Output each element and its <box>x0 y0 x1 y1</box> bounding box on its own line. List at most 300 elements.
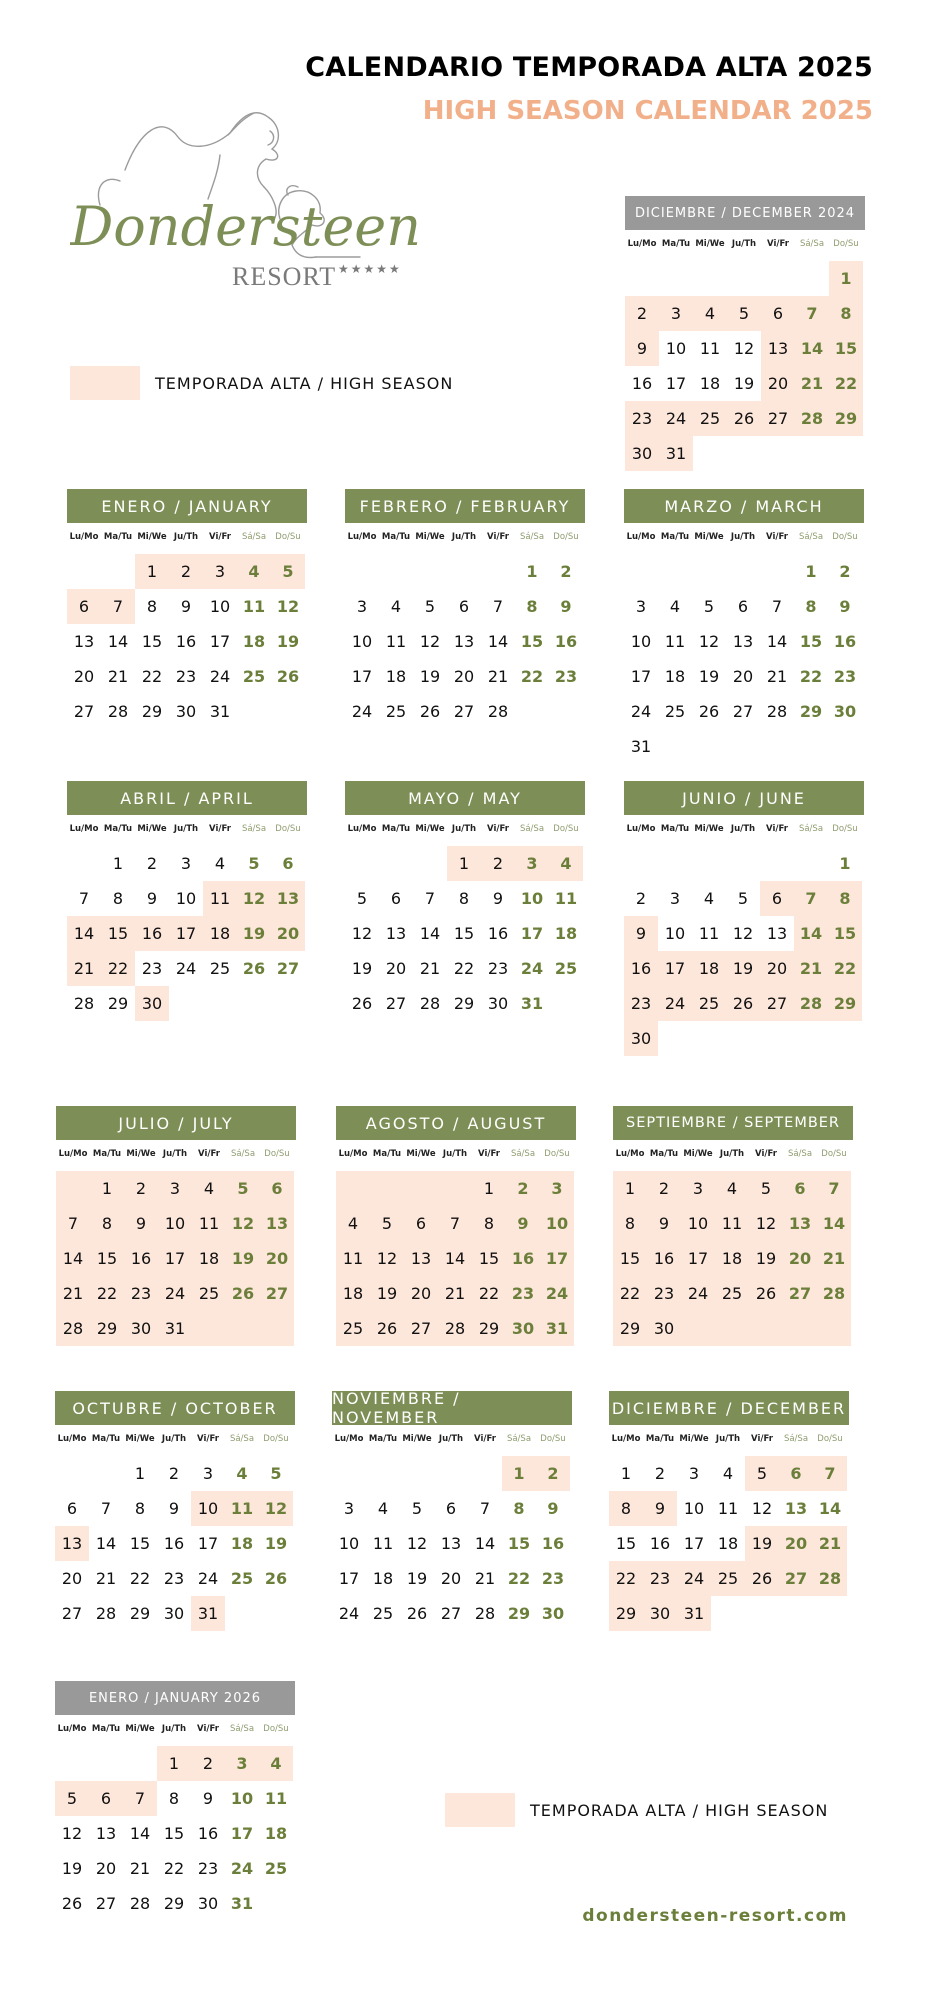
weekday-row <box>336 1149 576 1159</box>
weekday-label: Mi/We <box>679 1434 709 1444</box>
weekday-label: Mi/We <box>694 532 724 542</box>
day-cell: 16 <box>631 374 653 393</box>
day-cell: 24 <box>520 959 544 978</box>
day-cell: 19 <box>276 632 300 651</box>
day-cell: 18 <box>242 632 266 651</box>
day-cell: 4 <box>377 1499 389 1518</box>
day-cell: 4 <box>390 597 402 616</box>
day-cell: 28 <box>474 1604 496 1623</box>
day-cell: 21 <box>129 1859 151 1878</box>
day-cell-high-season: 26 <box>749 1276 783 1311</box>
weekday-label: Do/Su <box>832 532 858 542</box>
weekday-row <box>624 532 864 542</box>
day-cell: 28 <box>95 1604 117 1623</box>
day-cell: 12 <box>732 924 754 943</box>
day-cell-high-season: 8 <box>472 1206 506 1241</box>
day-cell: 14 <box>129 1824 151 1843</box>
day-cell: 18 <box>230 1534 254 1553</box>
day-cell-high-season: 28 <box>56 1311 90 1346</box>
dondersteen-logo <box>70 95 430 305</box>
empty-day-cell <box>726 846 760 881</box>
day-cell-high-season: 29 <box>609 1596 643 1631</box>
weekday-label: Vi/Fr <box>751 1434 773 1444</box>
day-cell-high-season: 1 <box>90 1171 124 1206</box>
day-cell: 3 <box>688 1464 700 1483</box>
day-cell-high-season: 20 <box>260 1241 294 1276</box>
day-cell-high-season: 6 <box>89 1781 123 1816</box>
day-cell-high-season: 2 <box>191 1746 225 1781</box>
day-cell-high-season: 20 <box>761 366 795 401</box>
day-cell-high-season: 11 <box>715 1206 749 1241</box>
empty-day-cell <box>693 261 727 296</box>
empty-day-cell <box>55 1456 89 1491</box>
day-cell-high-season: 6 <box>404 1206 438 1241</box>
day-cell: 21 <box>95 1569 117 1588</box>
weekday-label: Do/Su <box>263 1724 289 1734</box>
day-cell: 1 <box>805 562 817 581</box>
day-cell: 22 <box>799 667 823 686</box>
weekday-label: Lu/Mo <box>347 824 377 834</box>
weekday-label: Sá/Sa <box>799 239 825 249</box>
day-cell: 18 <box>699 374 721 393</box>
day-cell: 11 <box>385 632 407 651</box>
day-cell: 2 <box>560 562 572 581</box>
weekday-label: Ju/Th <box>442 1149 468 1159</box>
day-cell-high-season: 23 <box>647 1276 681 1311</box>
weekday-label: Lu/Mo <box>58 1149 88 1159</box>
day-cell-high-season: 13 <box>55 1526 89 1561</box>
month-header: DICIEMBRE / DECEMBER <box>609 1391 849 1425</box>
day-cell: 13 <box>766 924 788 943</box>
day-cell: 2 <box>654 1464 666 1483</box>
weekday-label: Vi/Fr <box>198 1149 220 1159</box>
empty-day-cell <box>89 1746 123 1781</box>
weekday-label: Lu/Mo <box>57 1434 87 1444</box>
day-cell-high-season: 13 <box>260 1206 294 1241</box>
day-cell: 20 <box>440 1569 462 1588</box>
empty-day-cell <box>761 261 795 296</box>
day-cell: 24 <box>209 667 231 686</box>
weekday-label: Sá/Sa <box>783 1434 809 1444</box>
day-cell: 10 <box>520 889 544 908</box>
weekday-label: Ju/Th <box>730 824 756 834</box>
day-grid <box>56 1171 296 1346</box>
day-cell-high-season: 21 <box>813 1526 847 1561</box>
weekday-label: Do/Su <box>817 1434 843 1444</box>
day-cell-high-season: 20 <box>271 916 305 951</box>
weekday-row <box>67 532 307 542</box>
day-cell: 15 <box>507 1534 531 1553</box>
day-cell: 15 <box>615 1534 637 1553</box>
weekday-row <box>56 1149 296 1159</box>
weekday-label: Sá/Sa <box>229 1724 255 1734</box>
empty-day-cell <box>370 1171 404 1206</box>
day-grid <box>345 554 585 729</box>
empty-day-cell <box>681 1311 715 1346</box>
day-cell-high-season: 6 <box>761 296 795 331</box>
day-cell: 11 <box>699 339 721 358</box>
day-cell: 13 <box>385 924 407 943</box>
day-cell-high-season: 2 <box>625 296 659 331</box>
day-cell: 22 <box>453 959 475 978</box>
day-cell: 16 <box>833 632 857 651</box>
weekday-label: Ju/Th <box>173 824 199 834</box>
weekday-label: Sá/Sa <box>798 532 824 542</box>
empty-day-cell <box>795 261 829 296</box>
day-cell: 17 <box>351 667 373 686</box>
weekday-label: Ma/Tu <box>660 824 690 834</box>
weekday-label: Lu/Mo <box>347 532 377 542</box>
empty-day-cell <box>260 1311 294 1346</box>
weekday-label: Sá/Sa <box>506 1434 532 1444</box>
empty-day-cell <box>379 846 413 881</box>
day-cell: 7 <box>492 597 504 616</box>
day-cell-high-season: 19 <box>237 916 271 951</box>
weekday-label: Lu/Mo <box>615 1149 645 1159</box>
empty-day-cell <box>659 261 693 296</box>
weekday-row <box>55 1724 295 1734</box>
day-cell-high-season: 5 <box>745 1456 779 1491</box>
day-cell: 18 <box>385 667 407 686</box>
day-cell-high-season: 12 <box>370 1241 404 1276</box>
weekday-label: Lu/Mo <box>627 239 657 249</box>
day-cell-high-season: 23 <box>624 986 658 1021</box>
day-cell: 26 <box>406 1604 428 1623</box>
weekday-label: Do/Su <box>832 824 858 834</box>
day-grid <box>336 1171 576 1346</box>
day-cell: 12 <box>61 1824 83 1843</box>
day-cell: 5 <box>737 889 749 908</box>
day-cell: 30 <box>163 1604 185 1623</box>
day-cell: 23 <box>141 959 163 978</box>
day-cell: 8 <box>146 597 158 616</box>
day-cell-high-season: 15 <box>472 1241 506 1276</box>
day-grid <box>67 554 307 729</box>
weekday-label: Sá/Sa <box>241 532 267 542</box>
empty-day-cell <box>468 1456 502 1491</box>
day-cell: 11 <box>717 1499 739 1518</box>
weekday-label: Sá/Sa <box>798 824 824 834</box>
day-cell: 31 <box>209 702 231 721</box>
day-cell-high-season: 21 <box>794 951 828 986</box>
day-cell: 28 <box>766 702 788 721</box>
weekday-label: Ju/Th <box>161 1724 187 1734</box>
weekday-label: Mi/We <box>125 1434 155 1444</box>
day-cell-high-season: 20 <box>783 1241 817 1276</box>
month-calendar <box>345 781 585 1021</box>
website-url[interactable]: dondersteen-resort.com <box>582 1906 848 1926</box>
weekday-label: Ju/Th <box>451 824 477 834</box>
day-cell: 25 <box>230 1569 254 1588</box>
day-cell-high-season: 27 <box>761 401 795 436</box>
day-cell-high-season: 16 <box>506 1241 540 1276</box>
high-season-swatch <box>70 366 140 400</box>
day-cell: 17 <box>338 1569 360 1588</box>
day-cell: 21 <box>419 959 441 978</box>
day-cell: 10 <box>665 339 687 358</box>
day-cell: 20 <box>61 1569 83 1588</box>
day-cell: 26 <box>61 1894 83 1913</box>
weekday-label: Do/Su <box>544 1149 570 1159</box>
day-cell-high-season: 26 <box>226 1276 260 1311</box>
weekday-row <box>67 824 307 834</box>
day-cell-high-season: 15 <box>101 916 135 951</box>
weekday-label: Do/Su <box>264 1149 290 1159</box>
month-calendar <box>613 1106 853 1346</box>
day-cell-high-season: 17 <box>681 1241 715 1276</box>
day-cell: 6 <box>282 854 294 873</box>
day-cell-high-season: 7 <box>123 1781 157 1816</box>
day-cell: 13 <box>440 1534 462 1553</box>
weekday-label: Ju/Th <box>731 239 757 249</box>
day-cell: 7 <box>100 1499 112 1518</box>
month-header: FEBRERO / FEBRUARY <box>345 489 585 523</box>
empty-day-cell <box>658 554 692 589</box>
weekday-label: Mi/We <box>402 1434 432 1444</box>
day-cell-high-season: 2 <box>506 1171 540 1206</box>
day-cell: 1 <box>112 854 124 873</box>
day-cell: 8 <box>513 1499 525 1518</box>
day-cell: 19 <box>351 959 373 978</box>
day-cell-high-season: 12 <box>749 1206 783 1241</box>
day-cell: 8 <box>112 889 124 908</box>
day-cell: 17 <box>209 632 231 651</box>
weekday-label: Ma/Tu <box>649 1149 679 1159</box>
weekday-label: Ju/Th <box>451 532 477 542</box>
day-cell-high-season: 8 <box>90 1206 124 1241</box>
day-cell-high-season: 2 <box>124 1171 158 1206</box>
day-cell-high-season: 24 <box>658 986 692 1021</box>
day-cell-high-season: 31 <box>191 1596 225 1631</box>
empty-day-cell <box>692 554 726 589</box>
day-cell: 27 <box>385 994 407 1013</box>
weekday-label: Ma/Tu <box>92 1149 122 1159</box>
day-cell: 20 <box>95 1859 117 1878</box>
day-cell-high-season: 15 <box>90 1241 124 1276</box>
day-cell: 16 <box>163 1534 185 1553</box>
day-cell-high-season: 26 <box>726 986 760 1021</box>
day-cell: 19 <box>419 667 441 686</box>
day-cell-high-season: 4 <box>336 1206 370 1241</box>
day-cell: 28 <box>129 1894 151 1913</box>
day-cell: 2 <box>839 562 851 581</box>
weekday-label: Lu/Mo <box>338 1149 368 1159</box>
day-cell-high-season: 10 <box>540 1206 574 1241</box>
day-cell: 29 <box>163 1894 185 1913</box>
day-cell-high-season: 4 <box>237 554 271 589</box>
weekday-label: Lu/Mo <box>626 532 656 542</box>
day-cell-high-season: 9 <box>624 916 658 951</box>
day-cell-high-season: 25 <box>711 1561 745 1596</box>
day-cell-high-season: 30 <box>624 1021 658 1056</box>
day-cell-high-season: 25 <box>336 1311 370 1346</box>
day-cell-high-season: 28 <box>438 1311 472 1346</box>
day-cell-high-season: 21 <box>438 1276 472 1311</box>
empty-day-cell <box>413 846 447 881</box>
empty-day-cell <box>727 261 761 296</box>
month-header: MARZO / MARCH <box>624 489 864 523</box>
weekday-label: Mi/We <box>125 1724 155 1734</box>
day-cell-high-season: 7 <box>794 881 828 916</box>
day-cell: 29 <box>107 994 129 1013</box>
day-cell: 6 <box>458 597 470 616</box>
day-cell: 8 <box>168 1789 180 1808</box>
day-cell: 13 <box>453 632 475 651</box>
day-cell-high-season: 19 <box>226 1241 260 1276</box>
day-cell: 7 <box>78 889 90 908</box>
weekday-row <box>625 239 865 249</box>
empty-day-cell <box>760 554 794 589</box>
weekday-label: Ju/Th <box>161 1434 187 1444</box>
month-calendar <box>332 1391 572 1631</box>
day-cell: 25 <box>554 959 578 978</box>
day-cell-high-season: 27 <box>760 986 794 1021</box>
day-cell: 21 <box>487 667 509 686</box>
month-calendar <box>56 1106 296 1346</box>
day-cell-high-season: 14 <box>56 1241 90 1276</box>
day-cell-high-season: 21 <box>67 951 101 986</box>
day-cell: 18 <box>554 924 578 943</box>
day-cell: 4 <box>236 1464 248 1483</box>
day-cell: 14 <box>419 924 441 943</box>
day-cell-high-season: 4 <box>192 1171 226 1206</box>
weekday-label: Ju/Th <box>730 532 756 542</box>
day-cell-high-season: 11 <box>336 1241 370 1276</box>
weekday-label: Ma/Tu <box>368 1434 398 1444</box>
day-cell: 30 <box>541 1604 565 1623</box>
day-grid <box>55 1456 295 1631</box>
weekday-label: Sá/Sa <box>230 1149 256 1159</box>
day-cell-high-season: 6 <box>260 1171 294 1206</box>
day-cell: 27 <box>73 702 95 721</box>
day-cell: 9 <box>560 597 572 616</box>
day-cell-high-season: 28 <box>817 1276 851 1311</box>
day-cell: 9 <box>146 889 158 908</box>
month-calendar <box>625 196 865 471</box>
logo-tagline: RESORT <box>232 262 337 291</box>
day-cell-high-season: 2 <box>536 1456 570 1491</box>
day-cell: 16 <box>197 1824 219 1843</box>
empty-day-cell <box>55 1746 89 1781</box>
month-header: DICIEMBRE / DECEMBER 2024 <box>625 196 865 230</box>
day-cell-high-season: 14 <box>438 1241 472 1276</box>
day-cell: 26 <box>276 667 300 686</box>
weekday-label: Sá/Sa <box>510 1149 536 1159</box>
day-cell: 23 <box>487 959 509 978</box>
day-cell: 9 <box>168 1499 180 1518</box>
day-cell-high-season: 14 <box>794 916 828 951</box>
day-cell: 15 <box>799 632 823 651</box>
day-grid <box>625 261 865 471</box>
day-cell: 26 <box>242 959 266 978</box>
month-header: ENERO / JANUARY <box>67 489 307 523</box>
day-cell-high-season: 22 <box>613 1276 647 1311</box>
day-cell-high-season: 10 <box>158 1206 192 1241</box>
day-cell-high-season: 14 <box>795 331 829 366</box>
day-cell-high-season: 7 <box>795 296 829 331</box>
weekday-label: Do/Su <box>553 532 579 542</box>
day-cell-high-season: 20 <box>779 1526 813 1561</box>
weekday-label: Mi/We <box>406 1149 436 1159</box>
day-cell: 10 <box>175 889 197 908</box>
weekday-label: Vi/Fr <box>209 532 231 542</box>
day-cell-high-season: 6 <box>779 1456 813 1491</box>
weekday-label: Mi/We <box>137 532 167 542</box>
day-cell-high-season: 30 <box>625 436 659 471</box>
day-cell-high-season: 22 <box>472 1276 506 1311</box>
month-calendar <box>336 1106 576 1346</box>
day-cell-high-season: 17 <box>658 951 692 986</box>
day-cell-high-season: 31 <box>659 436 693 471</box>
weekday-label: Do/Su <box>553 824 579 834</box>
day-cell-high-season: 5 <box>271 554 305 589</box>
day-cell: 5 <box>411 1499 423 1518</box>
day-cell: 14 <box>766 632 788 651</box>
day-cell-high-season: 16 <box>624 951 658 986</box>
day-cell-high-season: 30 <box>124 1311 158 1346</box>
day-cell: 31 <box>630 737 652 756</box>
weekday-label: Ma/Tu <box>103 824 133 834</box>
month-calendar <box>67 781 307 1021</box>
day-cell-high-season: 22 <box>101 951 135 986</box>
day-cell: 9 <box>492 889 504 908</box>
day-cell: 10 <box>351 632 373 651</box>
empty-day-cell <box>794 846 828 881</box>
day-cell: 25 <box>264 1859 288 1878</box>
empty-day-cell <box>624 554 658 589</box>
day-cell-high-season: 6 <box>67 589 101 624</box>
empty-day-cell <box>438 1171 472 1206</box>
day-cell-high-season: 5 <box>55 1781 89 1816</box>
weekday-label: Vi/Fr <box>766 824 788 834</box>
day-cell-high-season: 8 <box>829 296 863 331</box>
day-cell: 24 <box>338 1604 360 1623</box>
day-cell-high-season: 4 <box>693 296 727 331</box>
empty-day-cell <box>817 1311 851 1346</box>
day-cell: 28 <box>107 702 129 721</box>
day-cell-high-season: 12 <box>237 881 271 916</box>
day-cell: 4 <box>669 597 681 616</box>
weekday-label: Sá/Sa <box>519 824 545 834</box>
weekday-row <box>613 1149 853 1159</box>
day-cell: 15 <box>520 632 544 651</box>
day-cell: 3 <box>343 1499 355 1518</box>
logo-script-name: Dondersteen <box>70 195 422 258</box>
day-cell: 16 <box>541 1534 565 1553</box>
day-cell: 25 <box>209 959 231 978</box>
weekday-label: Ju/Th <box>719 1149 745 1159</box>
weekday-label: Lu/Mo <box>334 1434 364 1444</box>
day-cell: 20 <box>385 959 407 978</box>
day-cell: 8 <box>526 597 538 616</box>
day-cell: 14 <box>474 1534 496 1553</box>
day-cell: 11 <box>242 597 266 616</box>
day-cell: 13 <box>784 1499 808 1518</box>
day-cell: 12 <box>276 597 300 616</box>
day-cell: 2 <box>146 854 158 873</box>
day-grid <box>624 554 864 764</box>
weekday-label: Vi/Fr <box>478 1149 500 1159</box>
day-cell-high-season: 13 <box>271 881 305 916</box>
weekday-label: Ma/Tu <box>660 532 690 542</box>
weekday-label: Ma/Tu <box>91 1434 121 1444</box>
day-cell-high-season: 29 <box>828 986 862 1021</box>
day-cell-high-season: 18 <box>692 951 726 986</box>
day-cell: 14 <box>95 1534 117 1553</box>
weekday-label: Do/Su <box>821 1149 847 1159</box>
day-cell-high-season: 26 <box>727 401 761 436</box>
day-cell-high-season: 29 <box>613 1311 647 1346</box>
